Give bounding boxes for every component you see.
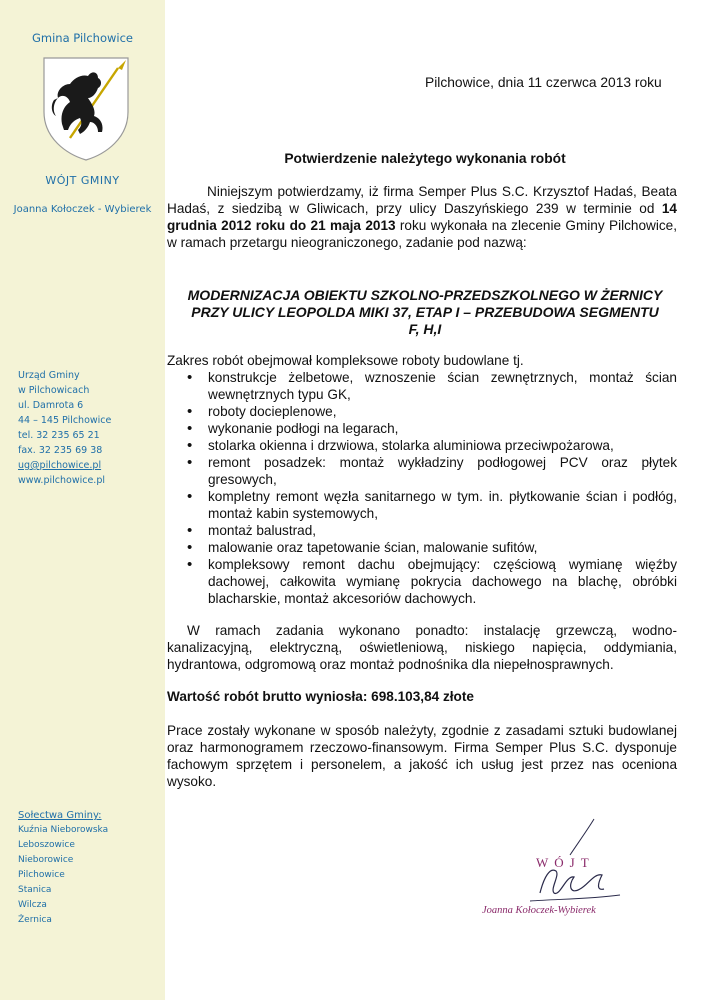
scope-list bbox=[187, 369, 677, 607]
contact-website-link[interactable]: www.pilchowice.pl bbox=[18, 475, 105, 486]
letter-heading: Potwierdzenie należytego wykonania robót bbox=[284, 151, 566, 166]
scope-item: • kompleksowy remont dachu obejmujący: częściową wymianę więźby dachowej, całkowita wymianę pokrycia dachowego na blachę, obróbki blacharskie, montaż akcesoriów dachowych. bbox=[187, 556, 677, 607]
contact-street: ul. Damrota 6 bbox=[18, 400, 84, 411]
contact-email-link[interactable]: ug@pilchowice.pl bbox=[18, 460, 102, 471]
village-item: Żernica bbox=[18, 915, 52, 925]
additional-works-text: W ramach zadania wykonano ponadto: instalację grzewczą, wodno-kanalizacyjną, elektryczną, oświetleniową, niskiego napięcia, oddymiania, hydrantowa, odgromową oraz montaż podnośnika dla niepełnosprawnych. bbox=[167, 623, 677, 672]
contact-block bbox=[18, 368, 111, 488]
contact-postal: 44 – 145 Pilchowice bbox=[18, 415, 112, 426]
intro-paragraph bbox=[167, 183, 677, 251]
stamp-title: WÓJT bbox=[536, 855, 595, 870]
village-item: Pilchowice bbox=[18, 870, 65, 880]
contact-office: Urząd Gminy bbox=[18, 370, 80, 381]
scope-item: • montaż balustrad, bbox=[187, 522, 677, 539]
scope-item: • wykonanie podłogi na legarach, bbox=[187, 420, 677, 437]
scope-item: • stolarka okienna i drzwiowa, stolarka aluminiowa przeciwpożarowa, bbox=[187, 437, 677, 454]
village-item: Kuźnia Nieborowska bbox=[18, 825, 109, 835]
scope-item: • malowanie oraz tapetowanie ścian, malowanie sufitów, bbox=[187, 539, 677, 556]
intro-text-2: do bbox=[285, 218, 311, 233]
village-item: Stanica bbox=[18, 885, 52, 895]
intro-text-1: Niniejszym potwierdzamy, iż firma Semper Plus S.C. Krzysztof Hadaś, Beata Hadaś, z siedzibą w Gliwicach, przy ulicy Daszyńskiego 239 w terminie od bbox=[167, 184, 677, 216]
scope-intro: Zakres robót obejmował kompleksowe roboty budowlane tj. bbox=[167, 353, 524, 368]
intro-text-3: roku wykonała na zlecenie Gminy Pilchowice, w ramach przetargu nieograniczonego, zadanie pod nazwą: bbox=[167, 218, 677, 250]
scope-item: • roboty docieplenowe, bbox=[187, 403, 677, 420]
villages-heading: Sołectwa Gminy: bbox=[18, 810, 102, 821]
village-item: Wilcza bbox=[18, 900, 47, 910]
contact-phone: tel. 32 235 65 21 bbox=[18, 430, 100, 441]
contact-office-location: w Pilchowicach bbox=[18, 385, 90, 396]
signature-stroke-icon bbox=[570, 819, 594, 855]
contract-value: Wartość robót brutto wyniosła: 698.103,84 złote bbox=[167, 689, 474, 704]
intro-date-to: 21 maja 2013 bbox=[310, 218, 396, 233]
stamp-name: Joanna Kołoczek-Wybierek bbox=[482, 905, 596, 916]
signature-underline-icon bbox=[530, 895, 620, 901]
scope-item: • konstrukcje żelbetowe, wznoszenie ścian zewnętrznych, montaż ścian wewnętrznych typu GK, bbox=[187, 369, 677, 403]
mayor-name: Joanna Kołoczek - Wybierek bbox=[13, 204, 152, 215]
additional-works-paragraph bbox=[167, 622, 677, 673]
letter-date: Pilchowice, dnia 11 czerwca 2013 roku bbox=[425, 75, 662, 90]
project-title-line: MODERNIZACJA OBIEKTU SZKOLNO-PRZEDSZKOLNEGO W ŻERNICY bbox=[187, 287, 663, 303]
letterhead-sidebar bbox=[0, 0, 165, 1000]
scope-item: • remont posadzek: montaż wykładziny podłogowej PCV oraz płytek gresowych, bbox=[187, 454, 677, 488]
village-item: Nieborowice bbox=[18, 855, 74, 865]
villages-list bbox=[18, 808, 108, 928]
project-title-line: PRZY ULICY LEOPOLDA MIKI 37, ETAP I – PRZEBUDOWA SEGMENTU bbox=[191, 304, 659, 320]
contact-fax: fax. 32 235 69 38 bbox=[18, 445, 103, 456]
municipality-title: Gmina Pilchowice bbox=[31, 31, 134, 45]
intro-date-from: 14 grudnia 2012 roku bbox=[167, 201, 677, 233]
closing-paragraph: Prace zostały wykonane w sposób należyty, zgodnie z zasadami sztuki budowlanej oraz harmonogramem rzeczowo-finansowym. Firma Semper Plus S.C. dysponuje fachowym sprzętem i personelem, a jakość ich usług jest przez nas oceniona wysoko. bbox=[167, 723, 677, 789]
project-title-line: F, H,I bbox=[408, 321, 442, 337]
scope-item: • kompletny remont węzła sanitarnego w tym. in. płytkowanie ścian i podłóg, montaż kabin systemowych, bbox=[187, 488, 677, 522]
project-title bbox=[167, 287, 683, 338]
mayor-title: WÓJT GMINY bbox=[45, 174, 120, 187]
coat-of-arms-icon bbox=[40, 54, 132, 162]
signature-scribble-icon bbox=[540, 870, 604, 893]
signature-stamp bbox=[470, 815, 640, 925]
village-item: Leboszowice bbox=[18, 840, 75, 850]
